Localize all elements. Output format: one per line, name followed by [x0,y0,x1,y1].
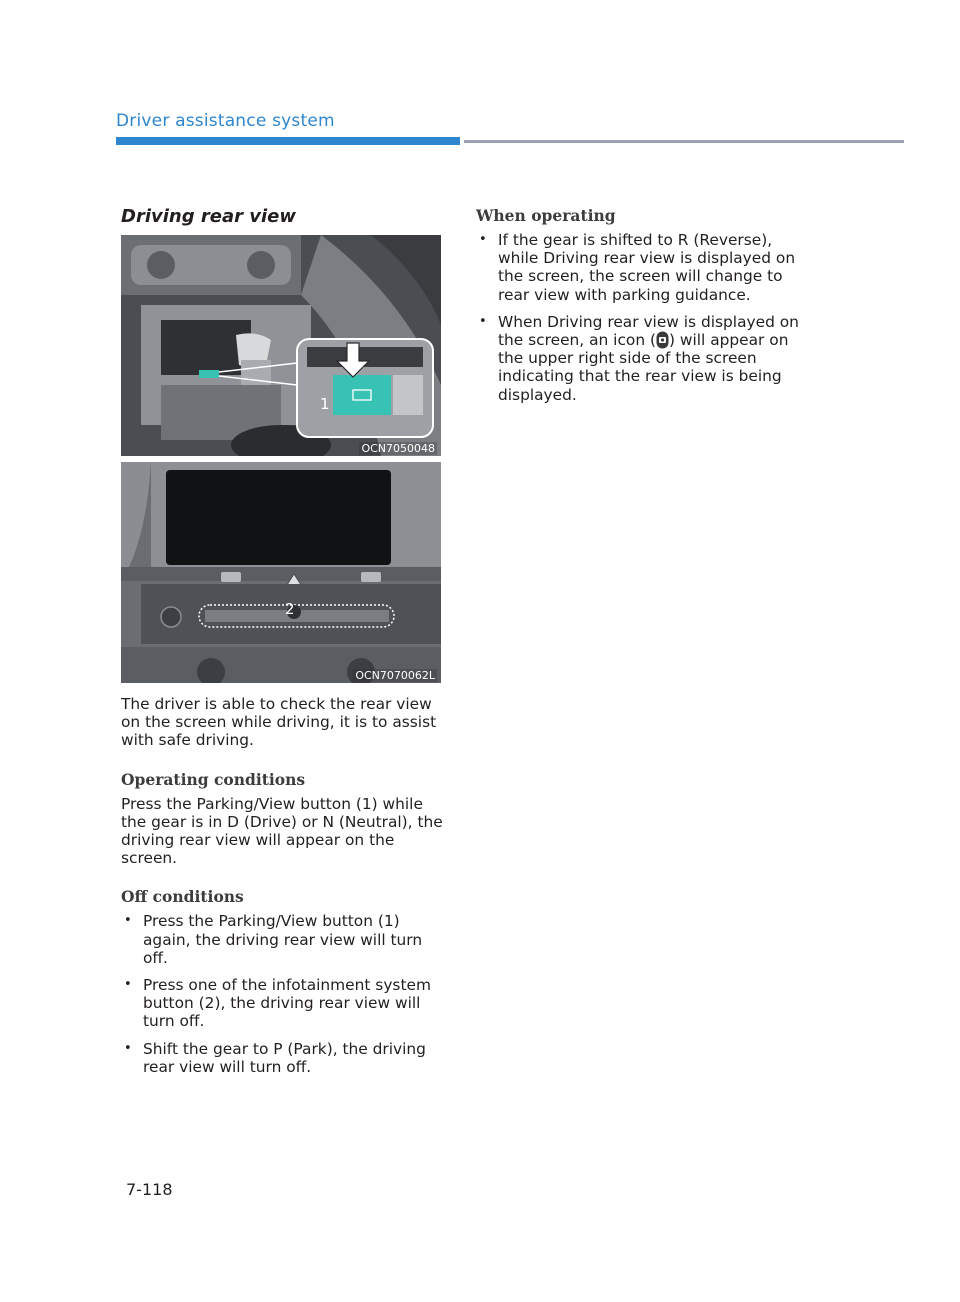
intro-paragraph: The driver is able to check the rear view on the screen while driving, it is to assist with safe driving. [121,695,437,750]
right-column [476,206,806,413]
figure-code: OCN7050048 [361,442,435,455]
left-column [121,206,443,1085]
infotainment-illustration [121,462,441,683]
header-bar-blue [116,137,460,145]
item-text-after: ) will appear on the upper right side of the screen indicating that the rear view is being displayed. [498,331,789,404]
when-operating-heading: When operating [476,206,616,225]
figure-callout-1: 1 [320,395,330,413]
figure-infotainment-buttons [121,462,441,683]
figure-code: OCN7070062L [355,669,435,682]
section-title: Driving rear view [121,206,296,227]
operating-conditions-heading: Operating conditions [121,769,306,789]
when-operating-list [476,231,806,404]
console-illustration [121,235,441,456]
list-item: • Press one of the infotainment system button (2), the driving rear view will turn off. [121,976,443,1031]
list-item: • Shift the gear to P (Park), the driving rear view will turn off. [121,1040,443,1076]
list-item: • If the gear is shifted to R (Reverse), while Driving rear view is displayed on the screen, the screen will change to rear view with parking guidance. [476,231,806,304]
off-conditions-list [121,912,443,1076]
camera-icon [656,331,669,349]
header-title: Driver assistance system [116,111,335,131]
page-number: 7-118 [126,1180,173,1199]
list-item: • Press the Parking/View button (1) again, the driving rear view will turn off. [121,912,443,967]
header-bar-gray [464,140,904,143]
figure-console-button [121,235,441,456]
operating-conditions-text: Press the Parking/View button (1) while the gear is in D (Drive) or N (Neutral), the driving rear view will appear on the screen. [121,794,443,868]
item-text-before: When Driving rear view is displayed on the screen, an icon ( [498,312,799,350]
list-item [476,313,806,404]
figure-callout-2: 2 [285,600,295,618]
off-conditions-heading: Off conditions [121,887,244,907]
